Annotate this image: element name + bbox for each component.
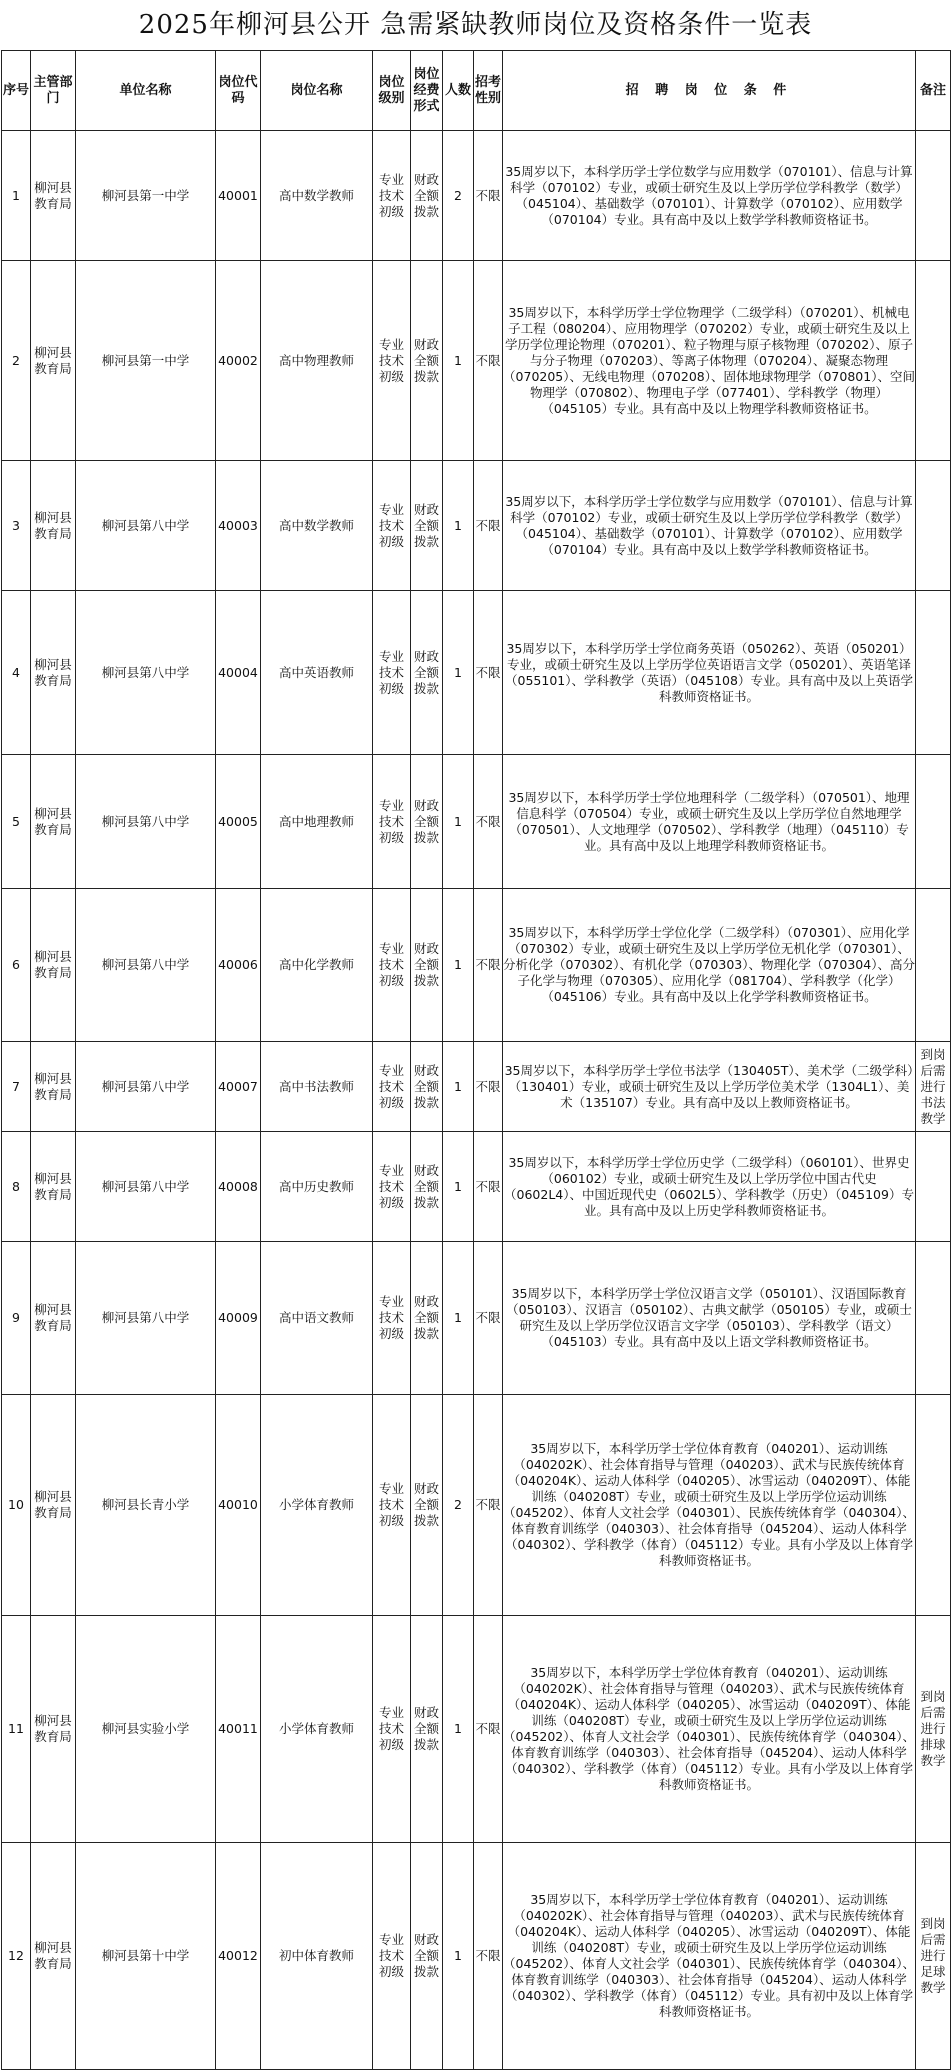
cell-funding: 财政全额拨款 <box>411 889 443 1042</box>
cell-code: 40009 <box>216 1242 261 1395</box>
cell-unit: 柳河县长青小学 <box>76 1395 216 1616</box>
cell-seq: 7 <box>2 1042 31 1132</box>
cell-seq: 5 <box>2 755 31 889</box>
cell-note: 到岗后需进行排球教学 <box>916 1616 951 1843</box>
cell-level: 专业技术初级 <box>373 755 411 889</box>
cell-seq: 6 <box>2 889 31 1042</box>
cell-funding: 财政全额拨款 <box>411 1132 443 1242</box>
cell-position: 初中体育教师 <box>261 1843 373 2070</box>
cell-funding: 财政全额拨款 <box>411 1042 443 1132</box>
header-count: 人数 <box>443 51 474 131</box>
cell-count: 2 <box>443 1395 474 1616</box>
cell-note <box>916 1242 951 1395</box>
cell-count: 1 <box>443 1843 474 2070</box>
table-row <box>2 889 951 1042</box>
cell-funding: 财政全额拨款 <box>411 591 443 755</box>
cell-level: 专业技术初级 <box>373 889 411 1042</box>
table-row <box>2 1843 951 2070</box>
cell-requirements: 35周岁以下，本科学历学士学位体育教育（040201）、运动训练（040202K）、社会体育指导与管理（040203）、武术与民族传统体育（040204K）、运动人体科学（040205）、冰雪运动（040209T）、体能训练（040208T）专业，或硕士研究生及以上学历学位运动训练（045202）、体育人文社会学（040301）、民族传统体育学（040304）、体育教育训练学（040303）、社会体育指导（045204）、运动人体科学（040302）、学科教学（体育）（045112）专业。具有小学及以上体育学科教师资格证书。 <box>503 1616 916 1843</box>
cell-position: 高中物理教师 <box>261 261 373 461</box>
cell-count: 1 <box>443 1242 474 1395</box>
header-funding: 岗位经费形式 <box>411 51 443 131</box>
header-level: 岗位级别 <box>373 51 411 131</box>
cell-note <box>916 755 951 889</box>
cell-level: 专业技术初级 <box>373 1042 411 1132</box>
cell-funding: 财政全额拨款 <box>411 461 443 591</box>
cell-unit: 柳河县第八中学 <box>76 1042 216 1132</box>
header-dept: 主管部门 <box>31 51 76 131</box>
cell-gender: 不限 <box>474 1616 503 1843</box>
cell-dept: 柳河县教育局 <box>31 1616 76 1843</box>
cell-dept: 柳河县教育局 <box>31 755 76 889</box>
header-code: 岗位代码 <box>216 51 261 131</box>
cell-gender: 不限 <box>474 261 503 461</box>
cell-position: 高中数学教师 <box>261 131 373 261</box>
cell-note <box>916 591 951 755</box>
header-seq: 序号 <box>2 51 31 131</box>
cell-requirements: 35周岁以下，本科学历学士学位物理学（二级学科）（070201）、机械电子工程（080204）、应用物理学（070202）专业，或硕士研究生及以上学历学位理论物理（070201）、粒子物理与原子核物理（070202）、原子与分子物理（070203）、等离子体物理（070204）、凝聚态物理（070205）、无线电物理（070208）、固体地球物理学（070801）、空间物理学（070802）、物理电子学（077401）、学科教学（物理）（045105）专业。具有高中及以上物理学科教师资格证书。 <box>503 261 916 461</box>
cell-note <box>916 131 951 261</box>
cell-count: 2 <box>443 131 474 261</box>
table-row <box>2 131 951 261</box>
cell-note <box>916 1395 951 1616</box>
cell-requirements: 35周岁以下，本科学历学士学位地理科学（二级学科）（070501）、地理信息科学（070504）专业，或硕士研究生及以上学历学位自然地理学（070501）、人文地理学（070502）、学科教学（地理）（045110）专业。具有高中及以上地理学科教师资格证书。 <box>503 755 916 889</box>
cell-position: 小学体育教师 <box>261 1395 373 1616</box>
cell-requirements: 35周岁以下，本科学历学士学位数学与应用数学（070101）、信息与计算科学（070102）专业，或硕士研究生及以上学历学位学科教学（数学）（045104）、基础数学（070101）、计算数学（070102）、应用数学（070104）专业。具有高中及以上数学学科教师资格证书。 <box>503 131 916 261</box>
table-header-row <box>2 51 951 131</box>
cell-unit: 柳河县实验小学 <box>76 1616 216 1843</box>
cell-position: 高中语文教师 <box>261 1242 373 1395</box>
cell-position: 高中数学教师 <box>261 461 373 591</box>
cell-gender: 不限 <box>474 1132 503 1242</box>
cell-code: 40012 <box>216 1843 261 2070</box>
positions-table <box>1 50 951 2070</box>
cell-count: 1 <box>443 461 474 591</box>
table-row <box>2 1242 951 1395</box>
table-row <box>2 1616 951 1843</box>
cell-note <box>916 1132 951 1242</box>
cell-code: 40010 <box>216 1395 261 1616</box>
cell-gender: 不限 <box>474 591 503 755</box>
cell-note: 到岗后需进行书法教学 <box>916 1042 951 1132</box>
table-row <box>2 755 951 889</box>
cell-position: 小学体育教师 <box>261 1616 373 1843</box>
cell-requirements: 35周岁以下，本科学历学士学位体育教育（040201）、运动训练（040202K）、社会体育指导与管理（040203）、武术与民族传统体育（040204K）、运动人体科学（040205）、冰雪运动（040209T）、体能训练（040208T）专业，或硕士研究生及以上学历学位运动训练（045202）、体育人文社会学（040301）、民族传统体育学（040304）、体育教育训练学（040303）、社会体育指导（045204）、运动人体科学（040302）、学科教学（体育）（045112）专业。具有小学及以上体育学科教师资格证书。 <box>503 1395 916 1616</box>
cell-gender: 不限 <box>474 889 503 1042</box>
table-row <box>2 461 951 591</box>
cell-funding: 财政全额拨款 <box>411 131 443 261</box>
cell-position: 高中化学教师 <box>261 889 373 1042</box>
cell-dept: 柳河县教育局 <box>31 1843 76 2070</box>
cell-unit: 柳河县第八中学 <box>76 591 216 755</box>
cell-gender: 不限 <box>474 1042 503 1132</box>
cell-note <box>916 261 951 461</box>
cell-requirements: 35周岁以下，本科学历学士学位历史学（二级学科）（060101）、世界史（060102）专业，或硕士研究生及以上学历学位中国古代史（0602L4）、中国近现代史（0602L5）、学科教学（历史）（045109）专业。具有高中及以上历史学科教师资格证书。 <box>503 1132 916 1242</box>
table-row <box>2 1395 951 1616</box>
cell-dept: 柳河县教育局 <box>31 889 76 1042</box>
cell-seq: 1 <box>2 131 31 261</box>
cell-dept: 柳河县教育局 <box>31 1395 76 1616</box>
cell-code: 40008 <box>216 1132 261 1242</box>
cell-dept: 柳河县教育局 <box>31 1242 76 1395</box>
cell-gender: 不限 <box>474 1395 503 1616</box>
header-position: 岗位名称 <box>261 51 373 131</box>
cell-seq: 9 <box>2 1242 31 1395</box>
cell-seq: 3 <box>2 461 31 591</box>
cell-gender: 不限 <box>474 461 503 591</box>
cell-funding: 财政全额拨款 <box>411 1843 443 2070</box>
cell-dept: 柳河县教育局 <box>31 261 76 461</box>
table-body <box>2 131 951 2070</box>
cell-unit: 柳河县第一中学 <box>76 261 216 461</box>
cell-funding: 财政全额拨款 <box>411 261 443 461</box>
cell-code: 40001 <box>216 131 261 261</box>
table-row <box>2 1132 951 1242</box>
cell-level: 专业技术初级 <box>373 1616 411 1843</box>
table-row <box>2 1042 951 1132</box>
cell-code: 40011 <box>216 1616 261 1843</box>
cell-count: 1 <box>443 1042 474 1132</box>
cell-note: 到岗后需进行足球教学 <box>916 1843 951 2070</box>
cell-unit: 柳河县第八中学 <box>76 461 216 591</box>
table-row <box>2 261 951 461</box>
cell-count: 1 <box>443 1132 474 1242</box>
cell-gender: 不限 <box>474 755 503 889</box>
cell-seq: 10 <box>2 1395 31 1616</box>
cell-requirements: 35周岁以下，本科学历学士学位书法学（130405T）、美术学（二级学科）（130401）专业，或硕士研究生及以上学历学位美术学（1304L1）、美术（135107）专业。具有高中及以上教师资格证书。 <box>503 1042 916 1132</box>
cell-funding: 财政全额拨款 <box>411 1616 443 1843</box>
cell-position: 高中地理教师 <box>261 755 373 889</box>
cell-requirements: 35周岁以下，本科学历学士学位化学（二级学科）（070301）、应用化学（070302）专业，或硕士研究生及以上学历学位无机化学（070301）、分析化学（070302）、有机化学（070303）、物理化学（070304）、高分子化学与物理（070305）、应用化学（081704）、学科教学（化学）（045106）专业。具有高中及以上化学学科教师资格证书。 <box>503 889 916 1042</box>
cell-requirements: 35周岁以下，本科学历学士学位数学与应用数学（070101）、信息与计算科学（070102）专业，或硕士研究生及以上学历学位学科教学（数学）（045104）、基础数学（070101）、计算数学（070102）、应用数学（070104）专业。具有高中及以上数学学科教师资格证书。 <box>503 461 916 591</box>
cell-level: 专业技术初级 <box>373 591 411 755</box>
cell-code: 40004 <box>216 591 261 755</box>
cell-level: 专业技术初级 <box>373 1242 411 1395</box>
cell-code: 40007 <box>216 1042 261 1132</box>
cell-unit: 柳河县第八中学 <box>76 1132 216 1242</box>
cell-position: 高中书法教师 <box>261 1042 373 1132</box>
cell-level: 专业技术初级 <box>373 131 411 261</box>
cell-seq: 2 <box>2 261 31 461</box>
cell-requirements: 35周岁以下，本科学历学士学位商务英语（050262）、英语（050201）专业，或硕士研究生及以上学历学位英语语言文学（050201）、英语笔译（055101）、学科教学（英语）（045108）专业。具有高中及以上英语学科教师资格证书。 <box>503 591 916 755</box>
cell-gender: 不限 <box>474 1843 503 2070</box>
cell-count: 1 <box>443 1616 474 1843</box>
cell-unit: 柳河县第一中学 <box>76 131 216 261</box>
cell-seq: 11 <box>2 1616 31 1843</box>
document-title: 2025年柳河县公开 急需紧缺教师岗位及资格条件一览表 <box>138 10 813 40</box>
cell-count: 1 <box>443 261 474 461</box>
cell-seq: 8 <box>2 1132 31 1242</box>
cell-seq: 4 <box>2 591 31 755</box>
header-requirements: 招 聘 岗 位 条 件 <box>503 51 916 131</box>
cell-requirements: 35周岁以下，本科学历学士学位汉语言文学（050101）、汉语国际教育（050103）、汉语言（050102）、古典文献学（050105）专业，或硕士研究生及以上学历学位汉语言文字学（050103）、学科教学（语文）（045103）专业。具有高中及以上语文学科教师资格证书。 <box>503 1242 916 1395</box>
header-gender: 招考性别 <box>474 51 503 131</box>
cell-unit: 柳河县第八中学 <box>76 755 216 889</box>
cell-funding: 财政全额拨款 <box>411 755 443 889</box>
cell-funding: 财政全额拨款 <box>411 1242 443 1395</box>
cell-dept: 柳河县教育局 <box>31 591 76 755</box>
cell-count: 1 <box>443 889 474 1042</box>
cell-dept: 柳河县教育局 <box>31 461 76 591</box>
header-unit: 单位名称 <box>76 51 216 131</box>
cell-unit: 柳河县第十中学 <box>76 1843 216 2070</box>
cell-seq: 12 <box>2 1843 31 2070</box>
cell-count: 1 <box>443 591 474 755</box>
cell-level: 专业技术初级 <box>373 461 411 591</box>
cell-level: 专业技术初级 <box>373 1843 411 2070</box>
cell-gender: 不限 <box>474 131 503 261</box>
cell-dept: 柳河县教育局 <box>31 1132 76 1242</box>
cell-code: 40002 <box>216 261 261 461</box>
cell-unit: 柳河县第八中学 <box>76 1242 216 1395</box>
header-note: 备注 <box>916 51 951 131</box>
cell-dept: 柳河县教育局 <box>31 131 76 261</box>
cell-funding: 财政全额拨款 <box>411 1395 443 1616</box>
cell-level: 专业技术初级 <box>373 1395 411 1616</box>
table-row <box>2 591 951 755</box>
cell-count: 1 <box>443 755 474 889</box>
cell-position: 高中历史教师 <box>261 1132 373 1242</box>
cell-code: 40003 <box>216 461 261 591</box>
cell-gender: 不限 <box>474 1242 503 1395</box>
cell-dept: 柳河县教育局 <box>31 1042 76 1132</box>
cell-level: 专业技术初级 <box>373 261 411 461</box>
cell-note <box>916 889 951 1042</box>
cell-unit: 柳河县第八中学 <box>76 889 216 1042</box>
cell-requirements: 35周岁以下，本科学历学士学位体育教育（040201）、运动训练（040202K）、社会体育指导与管理（040203）、武术与民族传统体育（040204K）、运动人体科学（040205）、冰雪运动（040209T）、体能训练（040208T）专业，或硕士研究生及以上学历学位运动训练（045202）、体育人文社会学（040301）、民族传统体育学（040304）、体育教育训练学（040303）、社会体育指导（045204）、运动人体科学（040302）、学科教学（体育）（045112）专业。具有初中及以上体育学科教师资格证书。 <box>503 1843 916 2070</box>
cell-level: 专业技术初级 <box>373 1132 411 1242</box>
cell-code: 40005 <box>216 755 261 889</box>
cell-position: 高中英语教师 <box>261 591 373 755</box>
cell-note <box>916 461 951 591</box>
cell-code: 40006 <box>216 889 261 1042</box>
